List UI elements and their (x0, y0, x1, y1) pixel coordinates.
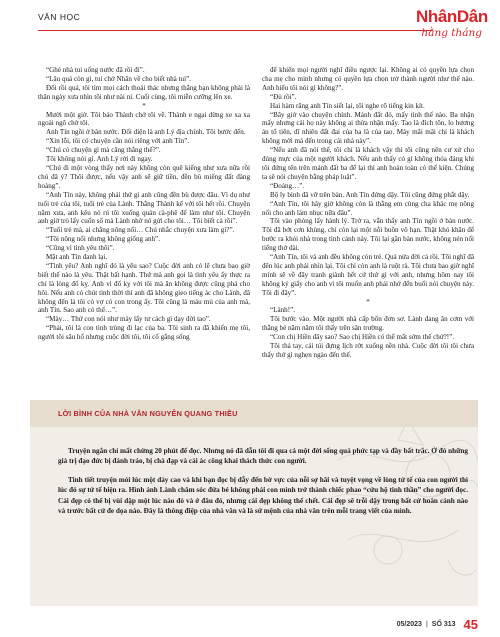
issue-date: 05/2023 (396, 620, 422, 628)
paragraph: “Anh Tín này, không phải thứ gì anh cũng đền bù được đâu. Vì dụ như tuổi trẻ của tôi, tuổi trẻ của Lành. Thằng Thành kể với tôi hết rồi. Chuyện năm xưa, anh kêu nó rủ tôi xuống quán cà-phê để làm như tôi. Chuyện anh giờ trò lấy cuốn sổ mà Lành nhờ nó gửi cho tôi… Tôi biết cả rồi”. (38, 190, 250, 226)
left-column (38, 66, 250, 382)
paragraph: “Tình yêu? Anh nghĩ đó là yêu sao? Cuộc đời anh có lẽ chưa bao giờ biết thế nào là yêu. Thật bất hạnh. Thứ mà anh gọi là tình yêu ấy thực ra chỉ là lòng đố kỵ. Anh vì đố kỵ với tôi mà ăn không được cũng phá cho hôi. Nếu anh có chút tình thời thì anh đã không gieo tiếng ác cho Lành, đã không đến lả tôi có vợ có con trong ấy. Tôi cũng là máu mủ của anh mà, anh Tín. Sao anh có thể…”. (38, 261, 250, 315)
paragraph: Tôi bước vào. Một người nhà cấp bốn đơn sơ. Lành đang ăn cơm với thằng bé năm năm tôi thấy trên sân trường. (262, 315, 474, 333)
paragraph: “Anh Tín, tôi hãy giờ không còn là thằng em cùng cha khác mẹ nông nổi cho anh làm nhục nữa đâu”. (262, 199, 474, 217)
paragraph: “Nếu anh đã nói thế, tôi chỉ là khách vậy thì tôi cũng nên cư xử cho đúng mực của một người khách. Nếu anh thấy có gì không thỏa đáng khi tôi đứng tên trên mảnh đất ba để lại thì anh hoàn toàn có thể kiện. Chúng ta sẽ nói chuyện bằng pháp luật”. (262, 146, 474, 181)
paragraph: “Đoàng…”. (270, 181, 305, 190)
paragraph: “Mày… Thứ con nói như mày lấy tư cách gì dạy đời tao”. (46, 315, 211, 324)
issue-number: SỐ 313 (431, 620, 456, 628)
paragraph: “Cũng vì tình yêu thôi”. (46, 244, 115, 253)
paragraph: “Bây giờ vào chuyện chính. Mảnh đất đó, mấy tình thế nào. Ba nhận mấy nhưng cái họ này không ai thừa nhận mấy. Tao là đích tôn, lo hương án tổ tiên, dĩ nhiên đất đai của ba là của tao. Mày mãi mãi chỉ là khách không mời mà đến trong cái nhà này”. (262, 110, 474, 146)
paragraph: * (366, 297, 370, 306)
header-rule (38, 30, 433, 31)
paragraph: * (142, 101, 146, 110)
page-footer (397, 617, 478, 631)
paragraph: Mười một giờ. Tôi báo Thành chở tôi về. Thành e ngại dừng xe xa xa ngoài ngõ chờ tôi. (38, 110, 250, 128)
publication-logo (416, 7, 488, 48)
paragraph: “Ghé nhà tui uống nước đã rồi đi”. (46, 66, 145, 74)
commentary-header (30, 400, 478, 427)
commentary-box (30, 400, 478, 606)
right-column (262, 66, 474, 382)
paragraph: “Lâu quá còn gì, tui chở Nhân về cho biết nhà tui”. (46, 74, 191, 83)
paragraph: Tôi không nói gì. Anh Lý rời đi ngay. (46, 155, 153, 164)
paragraph: Hai hàm răng anh Tín siết lại, tôi nghe rõ tiếng kin kít. (270, 101, 425, 110)
paragraph: Tôi thả tay, cái túi đựng lịch rớt xuống nền nhà. Cuộc đời tôi tôi chưa thấy thứ gì nghẹn ngào đến thế. (262, 342, 474, 359)
paragraph: “Phải, tôi là con tình trùng đi lạc của ba. Tôi sinh ra đã khiến mẹ tôi, người tôi sâu hổ nhưng cuộc đời tôi, tôi cố gắng sống (38, 324, 250, 342)
section-label: VĂN HỌC (38, 12, 81, 22)
commentary-title: LỜI BÌNH CỦA NHÀ VĂN NGUYỄN QUANG THIỀU (58, 409, 238, 418)
paragraph: Mặt anh Tín đanh lại. (46, 253, 108, 262)
paragraph: “Tôi nông nổi nhưng không giống anh”. (46, 235, 160, 244)
paragraph: “Tuổi trẻ mà, ai chẳng nông nổi… Chú nhắc chuyện xưa làm gì?”. (46, 226, 235, 235)
page-number: 45 (463, 616, 478, 632)
logo-sub: hằng tháng (421, 27, 482, 39)
paragraph: Bộ ly bình đã vỡ trên bàn. Anh Tín đứng dậy. Tôi cũng đứng phắt dậy. (270, 190, 470, 199)
commentary-body (58, 446, 468, 524)
footer-separator: | (425, 620, 428, 628)
paragraph: “Đủ rồi”. (270, 92, 297, 101)
paragraph: để khiến mọi người nghĩ điều ngược lại. Không ai có quyền lựa chọn cha mẹ cho mình nhưng có quyền lựa chọn trở thành người như thế nào. Anh hiểu tôi nói gì không?”. (262, 66, 474, 92)
paragraph: Đối rồi quá, tôi tìm mọi cách thoái thác nhưng thẳng bạn không phải là thân ngày xưa nhìn tôi như nài nỉ. Cuối cùng, tôi miễn cưỡng lên xe. (38, 83, 250, 101)
paragraph: “Anh Tín, tôi và anh đều không còn trẻ. Quá nửa đời cả rồi. Tôi nghĩ đã đến lúc anh phải nhìn lại. Tôi chỉ còn anh là ruột rà. Tôi chưa bao giờ nghĩ mình sẽ về đây tranh giành hết cứ thứ gì với anh, nhưng hôm nay tôi không ký giấy cho anh vì tôi muốn anh phải nhớ đến buổi nói chuyện này. Tôi đi đây”. (262, 253, 474, 297)
paragraph: “Lành!”. (270, 306, 296, 315)
logo-main: NhânDân (416, 7, 488, 26)
paragraph: “Chú đi một vòng thấy nơi này không còn quê kiểng như xưa nữa rồi chú đã ý? Thôi được, nếu vậy anh sẽ giữ tiền, đền bù miếng đất đàng hoàng”. (38, 163, 250, 190)
paragraph: Truyện ngắn chỉ mất chừng 20 phút để đọc. Nhưng nó đã dẫn tôi đi qua cả một đời sống quá phức tạp và đầy bất trắc. Ở đó những giá trị đạo đức bị đánh tráo, bị chà đạp và cái ác công khai thách thức con người. (58, 447, 468, 466)
paragraph: “Chú có chuyện gì mà căng thẳng thế?”. (46, 146, 161, 155)
paragraph: Tôi vào phòng lấy hành lý. Trở ra, vẫn thấy anh Tín ngồi ở bàn nước. Tôi đã bớt cơn khùng, chỉ còn lại một nỗi buồn vô hạn. Thật khó khăn để bước ra khỏi nhà trong tình cảnh này. Tôi lại gần bàn nước, không nén nổi tiếng thở dài. (262, 217, 474, 253)
story-body (38, 66, 474, 382)
page-header (38, 7, 488, 48)
paragraph: Tinh tiết truyện mỏi lúc một dày cao và khi bạn đọc bị dẫy đến bờ vực của nỗi sợ hãi và tuyệt vọng về lòng tử tế của con người thì lúc đó sự tử tế hiện ra. Hình ảnh Lành chăm sóc đứa bé không phải con mình trở thành chiếc phao “cứu hộ tinh thần” cho người đọc. Cái đẹp có thể bị vùi dập một lúc nào đó và ở đâu đó, nhưng cái đẹp không thể chết. Cái đẹp sẽ trỗi dậy trong bất cứ hoàn cảnh nào và trước bất cứ đe dọa nào. Đây là thông điệp của nhà văn và là sứ mệnh của nhà văn trên mỗi trang viết của mình. (58, 475, 468, 516)
paragraph: Anh Tín ngồi ở bàn nước. Đối diện là anh Lý địa chính. Tôi bước đến. (46, 128, 246, 137)
paragraph: “Xin lỗi, tôi có chuyện cần nói riêng với anh Tín”. (46, 137, 190, 146)
paragraph: “Con chị Hiền đây sao? Sao chị Hiền có thể mất sớm thế chứ?!”. (270, 333, 455, 342)
